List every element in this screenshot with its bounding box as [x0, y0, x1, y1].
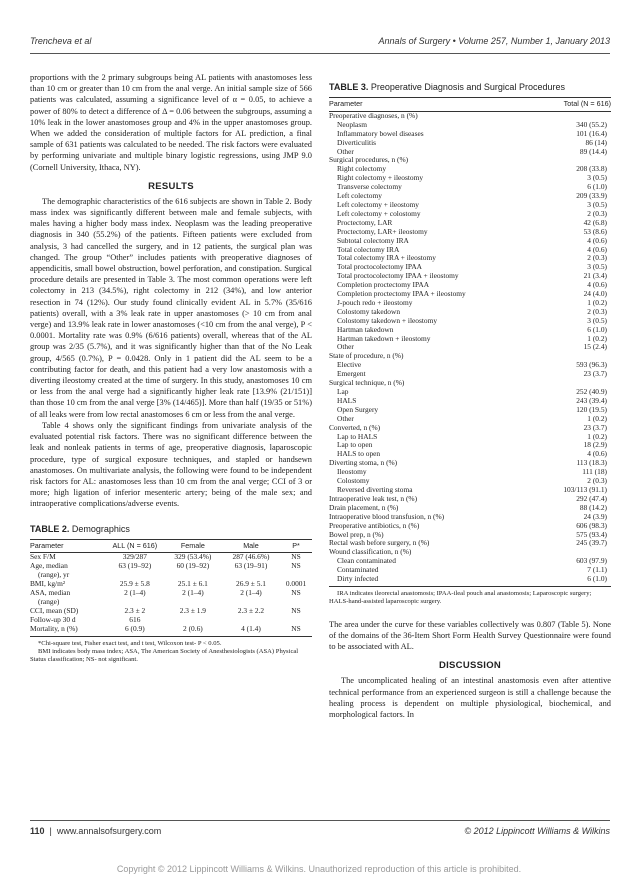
- table3-cell-label: Transverse colectomy: [337, 182, 402, 192]
- results-paragraph-1: The demographic characteristics of the 616 subjects are shown in Table 2. Body mass index was significantly different between male and female subjects, with males having a higher body mass index. Neoplasm was the leading preoperative diagnosis in 340 (55.2%) of the patients. Fifteen patients were excluded from analysis, 3 had cancelled the surgery, and in 12 patients, the surgical plan was changed. The group “Other” includes patients with preoperative diagnoses of appendicitis, small bowel obstruction, bowel perforation, and constipation. Surgical procedure details are presented in Table 3. The most common operations were left colectomy in 213 (34.5%), right colectomy in 212 (34%), and low anterior resection in 74 (12%). Our study found clinically evident AL in 5.7% (35/616 patients) overall, with a 3% leak rate in upper anastomoses (> 10 cm from anal verge) and 13.9% leak rate in lower anastomoses (<10 cm from the anal verge), P < 0.0001. Mortality rate was 0.9% (6/616 patients) overall, whereas that of the AL group was 2/35 (5.7%), and it was significantly higher than that of the No Leak group, 4/565 (0.7%), P = 0.0428. Only in 1 patient did the AL seem to be a contributing factor for death, and this patient had a very low anastomosis with a diverting ileostomy created at the time of surgery. In this study, anastomoses 10 cm or less from the anal verge had a significantly higher leak rate [13.9% (21/151)] than those 10 cm from the anal verge [3% (14/465)]. More than half (19/35 or 51%) of all leaks were from low rectal anastomoses 6 cm or less from the anal verge.: [30, 196, 312, 419]
- table3-cell-value: 2 (0.3): [587, 208, 607, 218]
- table3-cell-label: Subtotal colectomy IRA: [337, 235, 409, 245]
- table3-cell-label: Surgical procedures, n (%): [329, 155, 409, 165]
- table2-row: [30, 553, 312, 562]
- table3-cell-value: 120 (19.5): [576, 404, 607, 414]
- table2-header-parameter: Parameter: [30, 539, 106, 553]
- table3-cell-label: Left colectomy + ileostomy: [337, 199, 419, 209]
- table3-cell-label: Neoplasm: [337, 119, 367, 129]
- table2-cell: NS: [291, 588, 301, 598]
- table3-cell-label: Rectal wash before surgery, n (%): [329, 538, 430, 548]
- table3-cell-label: Proctectomy, LAR: [337, 217, 393, 227]
- table3-cell-value: 88 (14.2): [579, 502, 607, 512]
- table2-cell: 2.3 ± 2: [124, 605, 146, 615]
- table3-row: [329, 352, 611, 361]
- table3-cell-label: Lap to open: [337, 440, 373, 450]
- table2-cell: 329 (53.4%): [174, 552, 212, 562]
- table3-cell-label: Preoperative diagnoses, n (%): [329, 110, 418, 120]
- table3-cell-label: Intraoperative blood transfusion, n (%): [329, 511, 445, 521]
- table3-header-total: Total (N = 616): [538, 98, 611, 112]
- table3-cell-value: 3 (0.5): [587, 199, 607, 209]
- table3-cell-value: 1 (0.2): [587, 413, 607, 423]
- table2-label: TABLE 2.: [30, 523, 70, 534]
- table2-cell: 60 (19–92): [176, 561, 210, 571]
- table3-cell-label: J-pouch redo + ileostomy: [337, 297, 413, 307]
- footer-rule: [30, 820, 610, 821]
- table2-cell-label: CCI, mean (SD): [30, 605, 79, 615]
- table3-row: [329, 406, 611, 415]
- table2-cell-label: Age, median: [30, 561, 68, 571]
- table3-cell-label: Other: [337, 146, 354, 156]
- table3-cell-label: Colostomy: [337, 476, 370, 486]
- table3-cell-label: Hartman takedown: [337, 324, 394, 334]
- table2-demographics: [30, 539, 312, 636]
- table3-label: TABLE 3.: [329, 82, 369, 92]
- table3-row: [329, 379, 611, 388]
- running-head-author: Trencheva et al: [30, 36, 92, 46]
- table2-header-all: ALL (N = 616): [106, 539, 164, 553]
- table3-cell-label: Right colectomy + ileostomy: [337, 173, 424, 183]
- table2-cell: NS: [291, 623, 301, 633]
- table2-bottom-rule: [30, 636, 312, 637]
- right-column: [329, 82, 611, 720]
- table3-cell-label: HALS to open: [337, 449, 381, 459]
- table3-cell-value: 1 (0.2): [587, 333, 607, 343]
- table3-cell-label: Contaminated: [337, 565, 379, 575]
- table3-cell-label: Lap: [337, 387, 349, 396]
- table2-cell: 4 (1.4): [241, 623, 261, 633]
- table3-cell-label: Inflammatory bowel diseases: [337, 128, 424, 138]
- table3-cell-label: Total proctocolectomy IPAA: [337, 262, 423, 272]
- table2-cell: 2.3 ± 1.9: [179, 605, 206, 615]
- table2-cell: 329/287: [122, 552, 147, 562]
- table3-row: [329, 459, 611, 468]
- table3-row: [329, 575, 611, 586]
- table3-cell-value: 53 (8.6): [583, 226, 607, 236]
- table3-cell-label: Wound classification, n (%): [329, 547, 412, 557]
- table3-cell-value: 292 (47.4): [576, 493, 607, 503]
- table3-cell-value: 86 (14): [585, 137, 607, 147]
- table3-cell-label: Open Surgery: [337, 404, 379, 414]
- journal-url: www.annalsofsurgery.com: [56, 826, 162, 836]
- table3-cell-label: Bowel prep, n (%): [329, 529, 384, 539]
- table3-cell-value: 243 (39.4): [576, 395, 607, 405]
- table2-cell-label: (range), yr: [38, 570, 70, 580]
- table3-cell-value: 2 (0.3): [587, 476, 607, 486]
- table2-row: [30, 589, 312, 598]
- table3-cell-label: Completion proctectomy IPAA: [337, 280, 430, 290]
- table3-cell-label: Total proctocolectomy IPAA + ileostomy: [337, 271, 459, 281]
- running-head-journal: Annals of Surgery • Volume 257, Number 1, January 2013: [378, 36, 610, 46]
- table2-cell: 2.3 ± 2.2: [237, 605, 265, 615]
- table3-cell-label: Left colectomy: [337, 191, 382, 201]
- table2-cell: 63 (19–92): [118, 561, 152, 571]
- table3-cell-label: Clean contaminated: [337, 556, 396, 566]
- table2-cell: NS: [291, 561, 301, 571]
- table2-row: [30, 562, 312, 571]
- table3-cell-label: Preoperative antibiotics, n (%): [329, 520, 420, 530]
- table2-footnote-2: BMI indicates body mass index; ASA, The American Society of Anesthesiologists (ASA) Physical Status classification; NS- not significant.: [30, 647, 299, 664]
- table3-cell-value: 209 (33.9): [576, 191, 607, 201]
- footer-left: [30, 826, 161, 836]
- table3-cell-value: 23 (3.7): [583, 422, 607, 432]
- table3-cell-value: 1 (0.2): [587, 431, 607, 441]
- table3-cell-label: Dirty infected: [337, 574, 379, 584]
- table2-cell-label: Mortality, n (%): [30, 623, 78, 633]
- table3-cell-label: Ileostomy: [337, 467, 367, 477]
- table3-cell-label: Diverting stoma, n (%): [329, 458, 398, 468]
- table2-footnote-1: *Chi-square test, Fisher exact test, and t test, Wilcoxon test- P < 0.05.: [38, 639, 222, 647]
- table3-cell-label: Elective: [337, 360, 362, 370]
- table3-caption: [329, 82, 611, 92]
- discussion-paragraph: The uncomplicated healing of an intestinal anastomosis even after attentive technical performance from an experienced surgeon is still a challenge because the healing process is dependent on multiple physiological, biochemical, and morphological factors. In: [329, 676, 611, 719]
- table3-row: [329, 388, 611, 397]
- header-rule: [30, 53, 610, 54]
- results-heading: RESULTS: [148, 180, 194, 192]
- table3-cell-value: 603 (97.9): [576, 556, 607, 566]
- table3-cell-label: Hartman takedown + ileostomy: [337, 333, 431, 343]
- table3-cell-label: Right colectomy: [337, 164, 387, 174]
- table3-cell-label: Colostomy takedown: [337, 306, 401, 316]
- table3-cell-value: 245 (39.7): [576, 538, 607, 548]
- table3-cell-value: 575 (93.4): [576, 529, 607, 539]
- table2-cell: 2 (1–4): [124, 588, 146, 598]
- table3-cell-label: Drain placement, n (%): [329, 502, 399, 512]
- table2-cell-label: ASA, median: [30, 588, 71, 598]
- table3-cell-label: Emergent: [337, 369, 366, 379]
- table2-cell-label: BMI, kg/m²: [30, 579, 66, 589]
- table3-cell-label: State of procedure, n (%): [329, 351, 404, 361]
- table3-cell-value: 15 (2.4): [583, 342, 607, 352]
- table2-cell: 0.0001: [285, 579, 307, 589]
- table2-cell-label: Follow-up 30 d: [30, 614, 76, 624]
- table3-cell-label: Converted, n (%): [329, 422, 381, 432]
- table3-cell-label: Colostomy takedown + ileostomy: [337, 315, 438, 325]
- table2-header-p: P*: [280, 539, 312, 553]
- auc-paragraph: The area under the curve for these variables collectively was 0.807 (Table 5). None of the domains of the 36-Item Short Form Health Survey Questionnaire were found to be associated with AL.: [329, 619, 611, 652]
- table2-cell: 26.9 ± 5.1: [236, 579, 266, 589]
- table3-cell-value: 4 (0.6): [587, 235, 607, 245]
- methods-paragraph: proportions with the 2 primary subgroups being AL patients with anastomoses less than 10 cm or greater than 10 cm from the anal verge. An initial sample size of 566 patients was calculated, assuming a significance level of α = 0.05, to achieve a power of 80% to detect a difference of Δ = 0.06 between the subgroups, assuming a 10% leak in the lower anastomoses group and 4% in the upper anastomoses group. When we added the consideration of multiple factors for AL prediction, a final sample of 631 patients was calculated to be needed. The risk factors were evaluated by performing univariate and multiple binary logistic regressions, using JMP 9.0 (Cornell University, Ithaca, NY).: [30, 73, 312, 172]
- table3-header-parameter: Parameter: [329, 98, 538, 112]
- table2-cell: 2 (0.6): [183, 623, 203, 633]
- table3-cell-value: 23 (3.7): [583, 369, 607, 379]
- table3-cell-value: 2 (0.3): [587, 306, 607, 316]
- table3-cell-value: 21 (3.4): [583, 271, 607, 281]
- table3-cell-value: 4 (0.6): [587, 280, 607, 290]
- table2-title: Demographics: [71, 523, 130, 534]
- table3-cell-value: 42 (6.8): [583, 217, 607, 227]
- table3-cell-value: 4 (0.6): [587, 244, 607, 254]
- table3-cell-value: 1 (0.2): [587, 297, 607, 307]
- table3-cell-label: Reversed diverting stoma: [337, 484, 413, 494]
- table3-cell-label: Completion proctectomy IPAA + ileostomy: [337, 289, 466, 299]
- table2-cell: 287 (46.6%): [232, 552, 270, 562]
- table3-cell-value: 252 (40.9): [576, 387, 607, 396]
- table3-row: [329, 468, 611, 477]
- table3-cell-value: 89 (14.4): [579, 146, 607, 156]
- table3-cell-label: Surgical technique, n (%): [329, 378, 405, 388]
- table3-cell-value: 113 (18.3): [576, 458, 607, 468]
- running-head: [30, 36, 610, 50]
- table3-bottom-rule: [329, 586, 611, 587]
- table2-cell: 63 (19–91): [234, 561, 268, 571]
- table2-cell-label: Sex F/M: [30, 552, 56, 562]
- footer-copyright: © 2012 Lippincott Williams & Wilkins: [464, 826, 610, 836]
- table3-cell-value: 2 (0.3): [587, 253, 607, 263]
- table3-cell-value: 6 (1.0): [587, 182, 607, 192]
- table3-procedures: [329, 97, 611, 586]
- table2-caption: [30, 524, 312, 534]
- table3-row: [329, 139, 611, 148]
- table3-cell-value: 593 (96.3): [576, 360, 607, 370]
- table3-cell-value: 24 (3.9): [583, 511, 607, 521]
- table2-header-female: Female: [164, 539, 222, 553]
- table3-cell-label: HALS: [337, 395, 357, 405]
- table2-cell: 2 (1–4): [240, 588, 262, 598]
- table2-cell: 25.9 ± 5.8: [119, 579, 150, 589]
- discussion-heading: DISCUSSION: [438, 660, 502, 672]
- table3-cell-label: Other: [337, 342, 354, 352]
- table2-cell: 616: [129, 614, 141, 624]
- table3-footnote: IRA indicates ileorectal anastomosis; IPAA-ileal pouch anal anastomosis; Laparoscopic surgery; HALS-hand-assisted laparoscopic surgery.: [329, 589, 592, 606]
- table2-cell: 2 (1–4): [182, 588, 204, 598]
- table3-row: [329, 111, 611, 120]
- table3-title: Preoperative Diagnosis and Surgical Procedures: [370, 82, 565, 92]
- table2-row: [30, 580, 312, 589]
- table2-cell: 25.1 ± 6.1: [177, 579, 208, 589]
- table2-row: [30, 571, 312, 580]
- table2-cell: NS: [291, 552, 301, 562]
- table3-cell-label: Other: [337, 413, 354, 423]
- table3-row: [329, 335, 611, 344]
- table3-cell-value: 340 (55.2): [576, 119, 607, 129]
- table3-cell-value: 6 (1.0): [587, 324, 607, 334]
- table3-cell-value: 6 (1.0): [587, 574, 607, 584]
- table3-cell-label: Diverticulitis: [337, 137, 376, 147]
- table3-cell-label: Proctectomy, LAR+ ileostomy: [337, 226, 428, 236]
- table3-cell-label: Intraoperative leak test, n (%): [329, 493, 418, 503]
- table3-cell-label: Total colectomy IRA + ileostomy: [337, 253, 436, 263]
- table3-cell-value: 4 (0.6): [587, 449, 607, 459]
- page-number: 110: [30, 826, 45, 836]
- table3-cell-label: Total colectomy IRA: [337, 244, 400, 254]
- table3-cell-label: Lap to HALS: [337, 431, 378, 441]
- table2-row: [30, 625, 312, 636]
- table3-cell-value: 103/113 (91.1): [563, 484, 607, 494]
- table3-cell-value: 3 (0.5): [587, 262, 607, 272]
- table3-cell-value: 111 (18): [582, 467, 607, 477]
- page-footer: [30, 826, 610, 840]
- results-paragraph-2: Table 4 shows only the significant findings from univariate analysis of the evaluated potential risk factors. There was no significant difference between the leak and nonleak patients in terms of age, preoperative diagnosis, laparoscopic procedure, type of surgical exposure techniques, and stapled or handsewn anastomoses. On multivariate analysis, the following were found to be independent risk factors for AL: anastomoses less than 10 cm from the anal verge; CCI of 3 or more; high ligation of inferior mesenteric artery; being of the male sex; and intraoperative complications/adverse events.: [30, 420, 312, 509]
- table3-cell-value: 208 (33.8): [576, 164, 607, 174]
- table3-row: [329, 361, 611, 370]
- copyright-watermark: Copyright © 2012 Lippincott Williams & Wilkins. Unauthorized reproduction of this article is prohibited.: [116, 864, 522, 874]
- table3-cell-value: 3 (0.5): [587, 173, 607, 183]
- table3-cell-value: 3 (0.5): [587, 315, 607, 325]
- table2-header-male: Male: [222, 539, 280, 553]
- left-column: [30, 72, 312, 665]
- table3-cell-label: Left colectomy + colostomy: [337, 208, 421, 218]
- table3-cell-value: 7 (1.1): [587, 565, 607, 575]
- table3-cell-value: 24 (4.0): [583, 289, 607, 299]
- footer-separator: |: [49, 826, 52, 836]
- table2-cell: NS: [291, 605, 301, 615]
- table2-cell-label: (range): [38, 596, 60, 606]
- table3-cell-value: 101 (16.4): [576, 128, 607, 138]
- table2-cell: 6 (0.9): [124, 623, 145, 633]
- table3-cell-value: 606 (98.3): [576, 520, 607, 530]
- table3-cell-value: 18 (2.9): [583, 440, 607, 450]
